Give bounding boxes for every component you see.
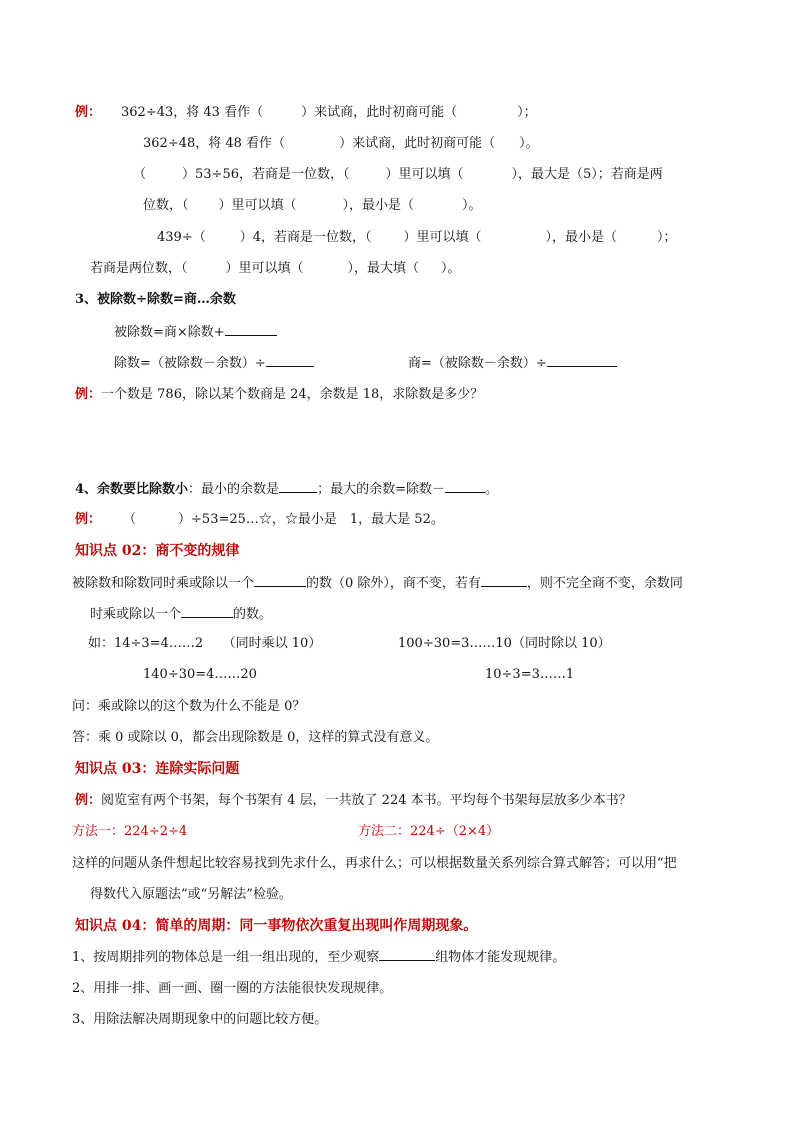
answer-blank[interactable] [266, 354, 314, 367]
kp02-text: 被除数和除数同时乘或除以一个 [72, 576, 255, 591]
formula-text: 商=（被除数－余数）÷ [408, 356, 547, 371]
kp04-text: 1、按周期排列的物体总是一组一组出现的，至少观察 [72, 950, 380, 965]
kp03-example [75, 792, 632, 810]
answer-blank[interactable] [181, 605, 233, 618]
example-text: ）； [517, 105, 537, 120]
answer-blank[interactable] [445, 480, 485, 493]
kp02-example-3: 140÷30=4……20 [143, 667, 257, 682]
kp02-para-line1 [72, 574, 683, 593]
example-text: （ [133, 167, 147, 182]
kp03-note-line2: 得数代入原题法”或“另解法”检验。 [90, 887, 292, 902]
example-line-6 [90, 260, 461, 278]
example-label: 例： [75, 512, 102, 527]
formula-dividend [114, 323, 277, 342]
kp04-item-1 [72, 948, 565, 967]
kp02-title: 知识点 02：商不变的规律 [75, 543, 240, 559]
kp02-text: 的数（0 除外），商不变，若有 [306, 576, 481, 591]
example-label: 例： [75, 793, 102, 808]
formula-text: 被除数=商×除数+ [114, 325, 225, 340]
example-text: ）里可以填（ [385, 167, 464, 182]
answer-blank[interactable] [481, 574, 527, 587]
answer-blank[interactable] [225, 323, 277, 336]
example-line-3 [133, 166, 663, 184]
example-text: ）； [657, 230, 677, 245]
example-line-2 [143, 135, 539, 153]
section4-example [75, 511, 444, 529]
kp03-method-1: 方法一：224÷2÷4 [72, 824, 188, 839]
example-label: 例： [75, 105, 102, 120]
example-text: ）÷53=25…☆，☆最小是 1，最大是 52。 [178, 512, 444, 527]
example-text: ）里可以填（ [218, 198, 297, 213]
example-text: 若商是两位数，（ [90, 261, 188, 276]
formula-text: 除数=（被除数－余数）÷ [114, 356, 266, 371]
kp02-question: 问：乘或除以的这个数为什么不能是 0？ [72, 699, 306, 714]
section4-text: 。 [484, 482, 498, 497]
formula-quotient [408, 354, 617, 373]
example-text: ）。 [441, 261, 461, 276]
answer-blank[interactable] [547, 354, 617, 367]
example-line-1 [75, 104, 537, 122]
example-text: ）。 [519, 136, 539, 151]
kp04-item-3: 3、用除法解决周期现象中的问题比较方便。 [72, 1012, 328, 1027]
example-text: ）来试商，此时初商可能（ [339, 136, 496, 151]
kp04-item-2: 2、用排一排、画一画、圈一圈的方法能很快发现规律。 [72, 981, 393, 996]
example-text: 阅览室有两个书架，每个书架有 4 层，一共放了 224 本书。平均每个书架每层放多少本书？ [101, 793, 632, 808]
section4-line [75, 480, 498, 499]
example-text: 一个数是 786，除以某个数商是 24，余数是 18，求除数是多少？ [101, 387, 484, 402]
kp02-text: 的数。 [233, 607, 273, 622]
section4-text: ；最大的余数=除数－ [317, 482, 445, 497]
kp02-text: ，则不完全商不变，余数同 [526, 576, 683, 591]
kp04-title: 知识点 04：简单的周期：同一事物依次重复出现叫作周期现象。 [75, 918, 478, 934]
answer-blank[interactable] [279, 480, 317, 493]
example-text: ），最大填（ [347, 261, 420, 276]
kp03-note-line1: 这样的问题从条件想起比较容易找到先求什么，再求什么；可以根据数量关系列综合算式解答；可以用“把 [72, 856, 677, 871]
example-line-5 [157, 229, 677, 247]
section3-heading: 3、被除数÷除数=商…余数 [75, 292, 236, 307]
answer-blank[interactable] [254, 574, 306, 587]
example-text: ），最小是（ [545, 230, 618, 245]
example-label: 例： [75, 387, 102, 402]
kp03-title: 知识点 03：连除实际问题 [75, 761, 240, 777]
section4-text: ：最小的余数是 [188, 482, 280, 497]
formula-divisor [114, 354, 314, 373]
example-text: ）里可以填（ [403, 230, 482, 245]
example-text: ）。 [462, 198, 482, 213]
example-text: ）来试商，此时初商可能（ [301, 105, 458, 120]
kp02-text: 时乘或除以一个 [90, 607, 182, 622]
example-text: ），最小是（ [342, 198, 415, 213]
example-text: 362÷43，将 43 看作（ [121, 105, 264, 120]
kp02-answer: 答：乘 0 或除以 0，都会出现除数是 0，这样的算式没有意义。 [72, 730, 439, 745]
example-text: （ [123, 512, 137, 527]
kp02-example-1: 如：14÷3=4……2 （同时乘以 10） [88, 636, 322, 651]
kp02-para-line2 [90, 605, 272, 624]
section4-heading: 4、余数要比除数小 [75, 482, 189, 497]
example-text: ）53÷56，若商是一位数，（ [182, 167, 350, 182]
example-text: 439÷（ [157, 230, 206, 245]
kp03-method-2: 方法二：224÷（2×4） [358, 824, 500, 839]
example-text: 362÷48，将 48 看作（ [143, 136, 286, 151]
example-text: ）4，若商是一位数，（ [239, 230, 372, 245]
example-line-4 [143, 197, 482, 215]
example-text: 位数，（ [143, 198, 189, 213]
example-text: ）里可以填（ [225, 261, 304, 276]
kp02-example-2: 100÷30=3……10（同时除以 10） [398, 636, 611, 651]
answer-blank[interactable] [379, 948, 435, 961]
kp04-text: 组物体才能发现规律。 [435, 950, 566, 965]
kp02-example-4: 10÷3=3……1 [485, 667, 575, 682]
section3-example [75, 386, 483, 404]
example-text: ），最大是（5）；若商是两 [511, 167, 663, 182]
